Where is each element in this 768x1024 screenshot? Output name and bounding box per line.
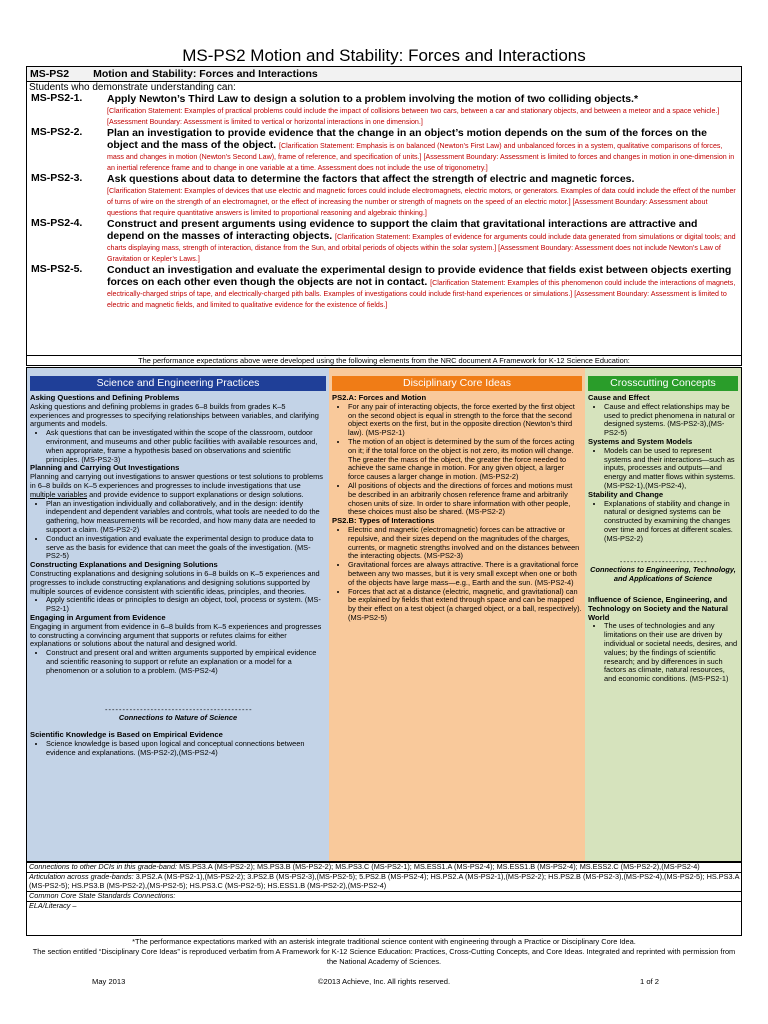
sep-underlined-text: multiple variables [30,489,88,499]
ccc-section-title: Influence of Science, Engineering, and Technology on Society and the Natural World [588,594,728,622]
pe-statement: Conduct an investigation and evaluate the experimental design to provide evidence that fields exist between objects exerting forces on each other even though the objects are not in contact. [107,264,732,288]
sep-text-part: and provide evidence to support explanations or design solutions. [89,489,304,499]
dci-bullet: • All positions of objects and the directions of forces and motions must be described in an arbitrarily chosen reference frame and arbitrarily chosen units of size. In order to share information with other people, these choices must also be shared. (MS-PS2-2) [348,482,582,517]
asterisk-footnote: *The performance expectations marked with an asterisk integrate traditional science content with engineering through a Practice or Disciplinary Core Idea. [132,937,636,946]
sep-section-title: Scientific Knowledge is Based on Empirical Evidence [30,730,223,740]
pe-clarification: [Clarification Statement: Examples of devices that use electric and magnetic forces could include electromagnets, electric motors, or generators. Examples of data could include the effect of the number of turns of wire on the strength of an electromagnet, or the effect of increasing the number or strength of magnets on the speed of an electric motor.] [Assessment Boundary: Assessment about questions that require quantitative answers is limited to proportional reasoning and algebraic thinking.] [107,187,736,217]
dci-column [329,368,585,861]
articulation-label: Articulation across grade-bands: [29,871,134,881]
ccss-row [27,892,741,902]
foundation-columns [26,367,742,862]
dci-bullet: • Forces that act at a distance (electric, magnetic, and gravitational) can be explained by fields that extend through space and can be mapped by their effect on a test object (a charged object, or a ball, respectively). (MS-PS2-5) [348,588,582,623]
pe-item [27,264,741,310]
sep-bullet: • Construct and present oral and written arguments supported by empirical evidence and scientific reasoning to support or refute an explanation or a model for a phenomenon or a solution to a problem. (MS-PS2-4) [46,649,326,675]
pe-clarification: [Clarification Statement: Emphasis is on balanced (Newton’s First Law) and unbalanced forces in a system, qualitative comparisons of forces, mass and changes in motion (Newton’s Second Law), frame of reference, and specification of units.] [Assessment Boundary: Assessment is limited to forces and changes in motion in one-dimension in an inertial reference frame and to change in one variable at a time. Assessment does not include the use of trigonometry.] [107,142,735,172]
pe-item [27,127,741,173]
reproduction-footnote: The section entitled “Disciplinary Core Ideas” is reproduced verbatim from A Framework for K-12 Science Education: Practices, Cross-Cutting Concepts, and Core Ideas. Integrated and reprinted with permission from the National Academy of Sciences. [32,947,736,966]
pe-statement: Construct and present arguments using evidence to support the claim that gravitational interactions are attractive and depend on the masses of interacting objects. [107,218,698,242]
articulation-row [27,873,741,892]
dci-connections-label: Connections to other DCIs in this grade-band: [29,862,178,871]
sep-section-title: Engaging in Argument from Evidence [30,612,166,622]
dci-bullet: • Gravitational forces are always attractive. There is a gravitational force between any two masses, but it is very small except when one or both of the objects have large mass—e.g., Earth and the sun. (MS-PS2-4) [348,561,582,587]
pe-code: MS-PS2-3. [31,172,83,184]
sep-section-text: Constructing explanations and designing solutions in 6–8 builds on K–5 experiences and progresses to include constructing explanations and designing solutions supported by multiple sources of evidence consistent with scientific ideas, principles, and theories. [30,568,320,596]
performance-expectations-box [26,66,742,366]
pe-statement: Plan an investigation to provide evidence that the change in an object’s motion depends on the sum of the forces on the object and the mass of the object. [107,127,707,151]
sep-section-title: Planning and Carrying Out Investigations [30,463,180,473]
ccc-bullet: • Models can be used to represent systems and their interactions—such as inputs, processes and outputs—and energy and matter flows within systems. (MS-PS2-1),(MS-PS2-4), [604,447,738,491]
ela-label: ELA/Literacy – [29,900,77,910]
ccc-section-title: Systems and System Models [588,436,693,446]
pe-statement: Apply Newton’s Third Law to design a solution to a problem involving the motion of two colliding objects.* [107,93,639,105]
divider: - - - - - - - - - - - - - - - - - - - - - - - - - [619,556,707,566]
dci-connections-text: MS.PS3.A (MS-PS2-2); MS.PS3.B (MS-PS2-2); MS.PS3.C (MS-PS2-1); MS.ESS1.A (MS-PS2-4); MS.ESS1.B (MS-PS2-4); MS.ESS2.C (MS-PS2-2),(MS-PS2-4) [179,862,700,871]
dci-section-title: PS2.A: Forces and Motion [332,393,427,402]
dci-heading: Disciplinary Core Ideas [332,376,582,391]
sep-column [27,368,329,861]
sep-text-part: Planning and carrying out investigations to answer questions or test solutions to problems in 6–8 builds on K–5 experiences and progresses to include investigations that use [30,472,323,490]
sep-section-title: Asking Questions and Defining Problems [30,393,180,402]
pe-header-name: Motion and Stability: Forces and Interactions [93,68,318,80]
connections-box [26,862,742,936]
ccc-heading: Crosscutting Concepts [588,376,738,391]
ccc-bullet: • The uses of technologies and any limitations on their use are driven by individual or societal needs, desires, and values; by the findings of scientific research; and by differences in such factors as climate, natural resources, and economic conditions. (MS-PS2-1) [604,622,738,684]
sep-section-text [30,473,326,499]
divider: - - - - - - - - - - - - - - - - - - - - - - - - - - - - - - - - - - - - - - - - - - [104,704,252,714]
sep-bullet: • Apply scientific ideas or principles to design an object, tool, process or system. (MS-PS2-1) [46,596,326,614]
ccc-column [585,368,741,861]
pe-framework-note: The performance expectations above were developed using the following elements from the NRC document A Framework for K-12 Science Education: [27,355,741,365]
ela-row [27,902,741,911]
engineering-connections-heading: Connections to Engineering, Technology, and Applications of Science [590,565,736,584]
sep-section-title: Constructing Explanations and Designing Solutions [30,560,218,570]
dci-bullet: • For any pair of interacting objects, the force exerted by the first object on the second object is equal in strength to the force that the second object exerts on the first, but in the opposite direction (Newton’s third law). (MS-PS2-1) [348,403,582,438]
footer-page: 1 of 2 [640,977,659,986]
footer-date: May 2013 [92,977,126,986]
page-title: MS-PS2 Motion and Stability: Forces and Interactions [182,46,586,65]
pe-header [27,67,741,82]
ccss-label: Common Core State Standards Connections: [29,890,176,900]
pe-code: MS-PS2-5. [31,263,83,275]
ccc-section-title: Stability and Change [588,489,664,499]
sep-bullet: • Conduct an investigation and evaluate the experimental design to produce data to serve as the basis for evidence that can meet the goals of the investigation. (MS-PS2-5) [46,535,326,561]
pe-item [27,173,741,218]
pe-item [27,218,741,264]
dci-bullet: • Electric and magnetic (electromagnetic) forces can be attractive or repulsive, and their sizes depend on the magnitudes of the charges, currents, or magnetic strengths involved and on the distances between the interacting objects. (MS-PS2-3) [348,526,582,561]
articulation-text: 3.PS2.A (MS-PS2-1),(MS-PS2-2); 3.PS2.B (MS-PS2-3),(MS-PS2-5); 5.PS2.B (MS-PS2-4); HS.PS2.A (MS-PS2-1),(MS-PS2-2); HS.PS2.B (MS-PS2-3),(MS-PS2-4),(MS-PS2-5); HS.PS3.A (MS-PS2-5); HS.PS3.B (MS-PS2-2),(MS-PS2-5); HS.PS3.C (MS-PS2-5); HS.ESS1.B (MS-PS2-2),(MS-PS2-4) [29,871,740,890]
pe-clarification: [Clarification Statement: Examples of evidence for arguments could include data generated from simulations or digital tools; and charts displaying mass, strength of interaction, distance from the Sun, and orbital periods of objects within the solar system.] [Assessment Boundary: Assessment does not include Newton’s Law of Gravitation or Kepler’s Laws.] [107,233,736,263]
dci-bullet: • The motion of an object is determined by the sum of the forces acting on it; if the total force on the object is not zero, its motion will change. The greater the mass of the object, the greater the force needed to achieve the same change in motion. For any given object, a larger force causes a larger change in motion. (MS-PS2-2) [348,438,582,482]
pe-clarification: [Clarification Statement: Examples of practical problems could include the impact of collisions between two cars, between a car and stationary objects, and between a meteor and a space vehicle.] [Assessment Boundary: Assessment is limited to vertical or horizontal interactions in one dimension.] [107,107,720,126]
pe-statement: Ask questions about data to determine the factors that affect the strength of electric and magnetic forces. [107,173,635,185]
sep-bullet: • Plan an investigation individually and collaboratively, and in the design: identify independent and dependent variables and controls, what tools are needed to do the gathering, how measurements will be recorded, and how many data are needed to support a claim. (MS-PS2-2) [46,500,326,535]
pe-header-code: MS-PS2 [30,68,70,80]
sep-section-text: Asking questions and defining problems in grades 6–8 builds from grades K–5 experiences and progresses to specifying relationships between variables, and clarifying arguments and models. [30,401,319,429]
pe-code: MS-PS2-4. [31,217,83,229]
pe-code: MS-PS2-1. [31,92,83,104]
footer-copyright: ©2013 Achieve, Inc. All rights reserved. [317,977,451,986]
footnotes [30,937,738,967]
sep-bullet: • Science knowledge is based upon logical and conceptual connections between evidence and explanations. (MS-PS2-2),(MS-PS2-4) [46,740,326,758]
nos-heading: Connections to Nature of Science [118,713,238,723]
pe-code: MS-PS2-2. [31,126,83,138]
pe-intro: Students who demonstrate understanding can: [29,82,236,93]
ccc-bullet: • Explanations of stability and change in natural or designed systems can be constructed by examining the changes over time and forces at different scales. (MS-PS2-2) [604,500,738,544]
sep-bullet: • Ask questions that can be investigated within the scope of the classroom, outdoor environment, and museums and other public facilities with available resources and, when appropriate, frame a hypothesis based on observations and scientific principles. (MS-PS2-3) [46,429,326,464]
sep-heading: Science and Engineering Practices [30,376,326,391]
ccc-section-title: Cause and Effect [588,393,650,402]
pe-clarification: [Clarification Statement: Examples of this phenomenon could include the interactions of magnets, electrically-charged strips of tape, and electrically-charged pith balls. Examples of investigations could include first-hand experiences or simulations.] [Assessment Boundary: Assessment is limited to electric and magnetic fields, and limited to qualitative evidence for the existence of fields.] [107,279,736,309]
sep-section-text: Engaging in argument from evidence in 6–8 builds from K–5 experiences and progresses to constructing a convincing argument that supports or refutes claims for either explanations or solutions about the natural and designed world. [30,621,322,649]
pe-item [27,93,741,127]
dci-section-title: PS2.B: Types of Interactions [332,516,435,526]
ccc-bullet: • Cause and effect relationships may be used to predict phenomena in natural or designed systems. (MS-PS2-3),(MS-PS2-5) [604,403,738,438]
